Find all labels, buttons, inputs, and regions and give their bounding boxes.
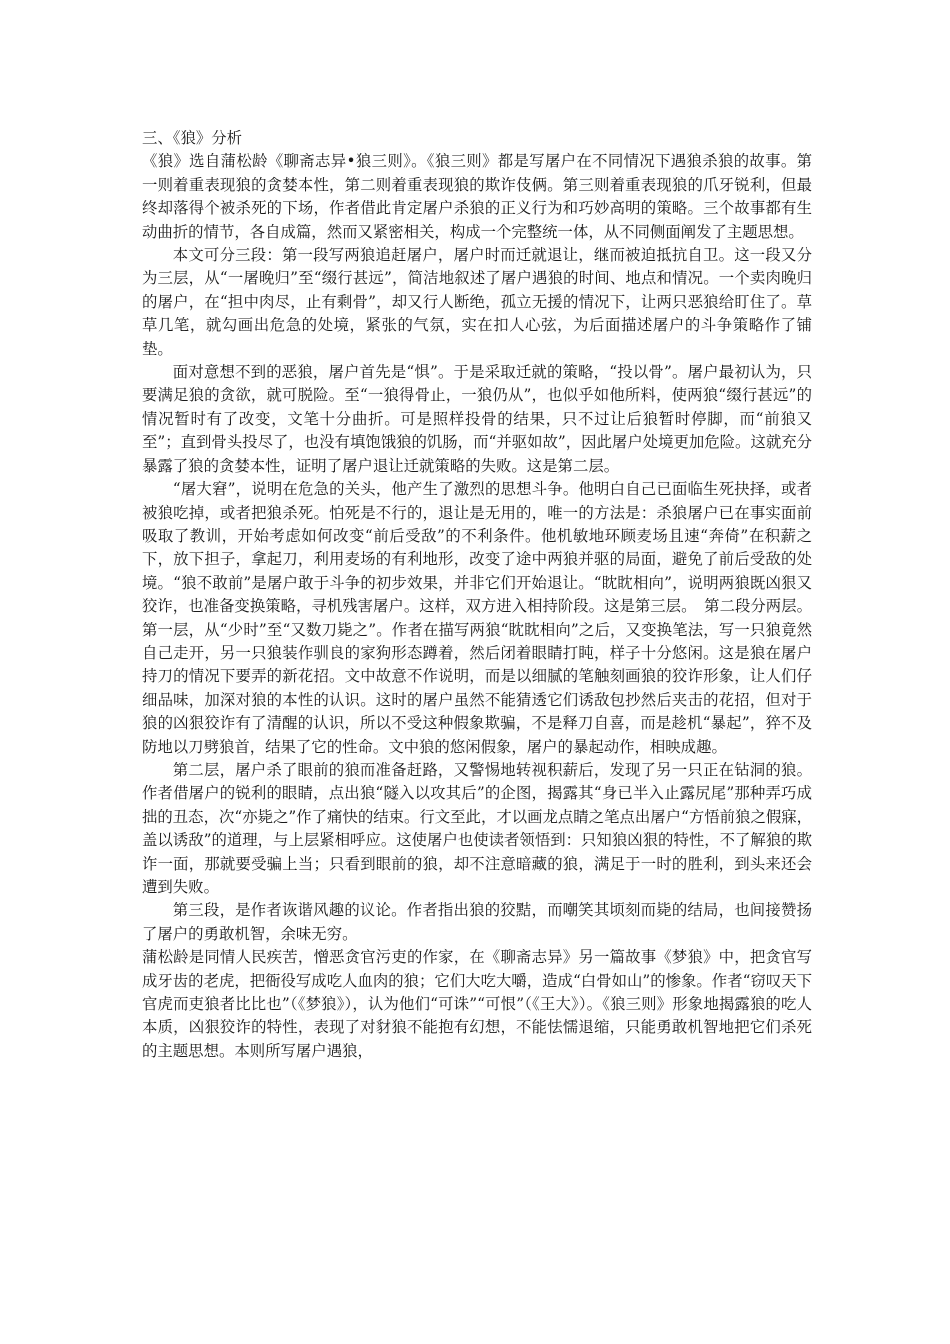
paragraph-layer-two: 面对意想不到的恶狼，屠户首先是“惧”。于是采取迁就的策略，“投以骨”。屠户最初认为，只要满足狼的贪欲，就可脱险。至“一狼得骨止，一狼仍从”，也似乎如他所料，使两狼“缀行甚远”的情况暂时有了改变，文笔十分曲折。可是照样投骨的结果，只不过让后狼暂时停脚，而“前狼又至”；直到骨头投尽了，也没有填饱饿狼的饥肠，而“并驱如故”，因此屠户处境更加危险。这就充分暴露了狼的贪婪本性，证明了屠户退让迁就策略的失败。这是第二层。 bbox=[142, 363, 813, 475]
document-page bbox=[142, 127, 812, 1063]
paragraph-section-three: 第三段，是作者诙谐风趣的议论。作者指出狼的狡黠，而嘲笑其顷刻而毙的结局，也间接赞扬了屠户的勇敢机智，余味无穷。 bbox=[142, 901, 812, 943]
paragraph-section-one: 本文可分三段：第一段写两狼追赶屠户，屠户时而迁就退让，继而被迫抵抗自卫。这一段又分为三层，从“一屠晚归”至“缀行甚远”，简洁地叙述了屠户遇狼的时间、地点和情况。一个卖肉晚归的屠户，在“担中肉尽，止有剩骨”，却又行人断绝，孤立无援的情况下，让两只恶狼给盯住了。草草几笔，就勾画出危急的处境，紧张的气氛，实在扣人心弦，为后面描述屠户的斗争策略作了铺垫。 bbox=[142, 246, 812, 358]
paragraph-layer-three: “屠大窘”，说明在危急的关头，他产生了激烈的思想斗争。他明白自己已面临生死抉择，或者被狼吃掉，或者把狼杀死。怕死是不行的，退让是无用的，唯一的方法是：杀狼屠户已在事实面前吸取了教训，开始考虑如何改变“前后受敌”的不利条件。他机敏地环顾麦场且速“奔倚”在积薪之下，放下担子，拿起刀，利用麦场的有利地形，改变了途中两狼并驱的局面，避免了前后受敌的处境。“狼不敢前”是屠户敢于斗争的初步效果，并非它们开始退让。“眈眈相向”，说明两狼既凶狠又狡诈，也准备变换策略，寻机残害屠户。这样，双方进入相持阶段。这是第三层。 第二段分两层。第一层，从“少时”至“又数刀毙之”。作者在描写两狼“眈眈相向”之后，又变换笔法，写一只狼竟然自己走开，另一只狼装作驯良的家狗形态蹲着，然后闭着眼睛打盹，样子十分悠闲。这是狼在屠户持刀的情况下要弄的新花招。文中故意不作说明，而是以细腻的笔触刻画狼的狡诈形象，让人们仔细品味，加深对狼的本性的认识。这时的屠户虽然不能猜透它们诱敌包抄然后夹击的花招，但对于狼的凶狠狡诈有了清醒的认识，所以不受这种假象欺骗，不是释刀自喜，而是趁机“暴起”，猝不及防地以刀劈狼首，结果了它的性命。文中狼的悠闲假象，屠户的暴起动作，相映成趣。 bbox=[142, 480, 812, 756]
section-heading: 三、《狼》分析 bbox=[142, 129, 243, 147]
paragraph-second-layer: 第二层，屠户杀了眼前的狼而准备赶路，又警惕地转视积薪后，发现了另一只正在钻洞的狼。作者借屠户的锐利的眼睛，点出狼“隧入以攻其后”的企图，揭露其“身已半入止露尻尾”那种弄巧成拙的丑态，次“亦毙之”作了痛快的结束。行文至此，才以画龙点睛之笔点出屠户“方悟前狼之假寐，盖以诱敌”的道理，与上层紧相呼应。这使屠户也使读者领悟到：只知狼凶狠的特性，不了解狼的欺诈一面，那就要受骗上当；只看到眼前的狼，却不注意暗藏的狼，满足于一时的胜利，到头来还会遭到失败。 bbox=[142, 760, 813, 896]
paragraph-intro: 《狼》选自蒲松龄《聊斋志异•狼三则》。《狼三则》都是写屠户在不同情况下遇狼杀狼的故事。第一则着重表现狼的贪婪本性，第二则着重表现狼的欺诈伎俩。第三则着重表现狼的爪牙锐利，但最终却落得个被杀死的下场，作者借此肯定屠户杀狼的正义行为和巧妙高明的策略。三个故事都有生动曲折的情节，各自成篇，然而又紧密相关，构成一个完整统一体，从不同侧面阐发了主题思想。 bbox=[142, 152, 812, 241]
paragraph-author-context: 蒲松龄是同情人民疾苦，憎恶贪官污吏的作家，在《聊斋志异》另一篇故事《梦狼》中，把贪官写成牙齿的老虎，把衙役写成吃人血肉的狼；它们大吃大嚼，造成“白骨如山”的惨象。作者“窃叹天下官虎而吏狼者比比也”（《梦狼》），认为他们“可诛”“可恨”（《王大》）。《狼三则》形象地揭露狼的吃人本质，凶狠狡诈的特性，表现了对豺狼不能抱有幻想，不能怯懦退缩，只能勇敢机智地把它们杀死的主题思想。本则所写屠户遇狼， bbox=[142, 948, 813, 1060]
